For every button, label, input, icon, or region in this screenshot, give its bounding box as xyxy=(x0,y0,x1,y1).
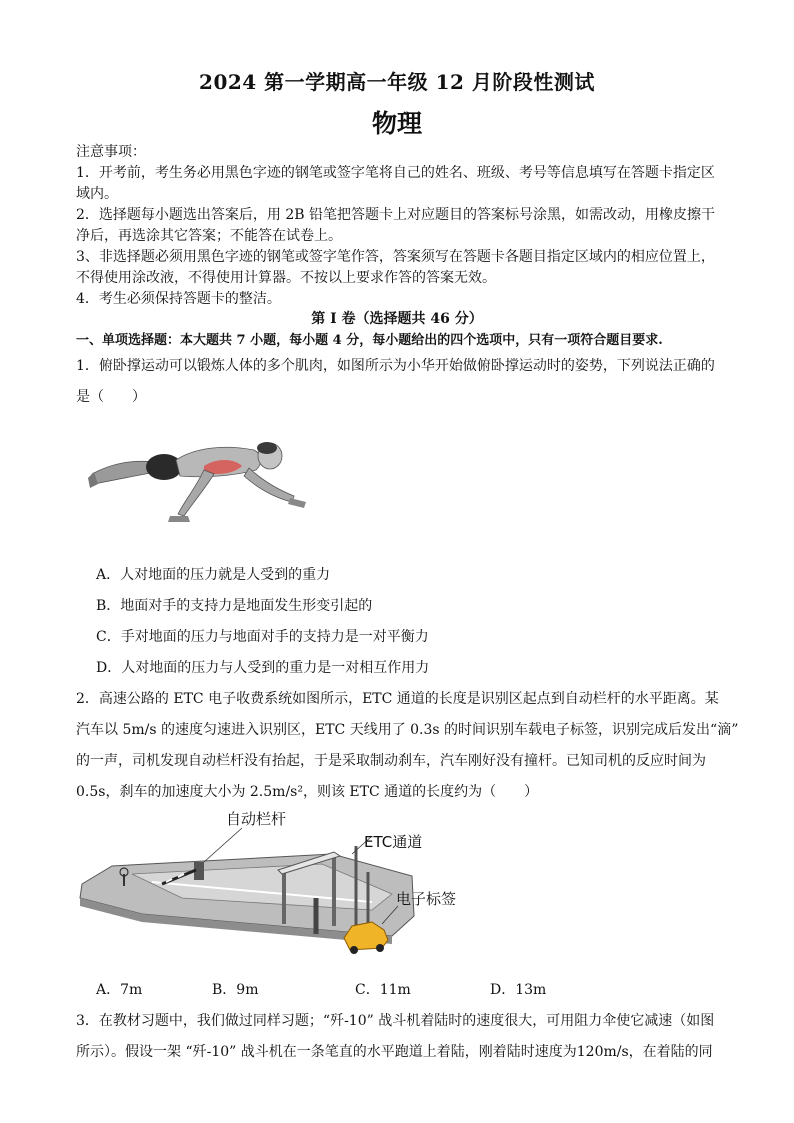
notice-line: 不得使用涂改液，不得使用计算器。不按以上要求作答的答案无效。 xyxy=(76,270,496,286)
question-2-option-d: D．13m xyxy=(490,982,547,998)
notice-line: 2．选择题每小题选出答案后，用 2B 铅笔把答题卡上对应题目的答案标号涂黑，如需改动，用橡皮擦干 xyxy=(76,207,716,223)
etc-lane-figure xyxy=(72,806,472,966)
notice-heading: 注意事项： xyxy=(76,144,146,160)
question-2-option-c: C．11m xyxy=(355,982,411,998)
notice-line: 净后，再选涂其它答案；不能答在试卷上。 xyxy=(76,228,342,244)
figure-label-tag: 电子标签 xyxy=(396,890,457,908)
notice-line: 域内。 xyxy=(76,186,118,202)
question-1-option-d: D．人对地面的压力与人受到的重力是一对相互作用力 xyxy=(96,660,430,676)
question-2-option-b: B．9m xyxy=(212,982,259,998)
question-1-text: 是（ ） xyxy=(76,389,146,405)
question-1-option-a: A．人对地面的压力就是人受到的重力 xyxy=(96,567,331,583)
section-title: 第 I 卷（选择题共 46 分） xyxy=(311,311,483,327)
question-2-option-a: A．7m xyxy=(96,982,143,998)
figure-label-barrier: 自动栏杆 xyxy=(226,810,287,828)
question-2-text: 汽车以 5m/s 的速度匀速进入识别区，ETC 天线用了 0.3s 的时间识别车载电子标签，识别完成后发出“滴” xyxy=(76,722,739,738)
question-1-text: 1．俯卧撑运动可以锻炼人体的多个肌肉，如图所示为小华开始做俯卧撑运动时的姿势，下列说法正确的 xyxy=(76,358,715,374)
question-3-text: 所示）。假设一架 “歼-10” 战斗机在一条笔直的水平跑道上着陆，刚着陆时速度为120m/s，在着陆的同 xyxy=(76,1044,713,1060)
exam-title: 2024 第一学期高一年级 12 月阶段性测试 xyxy=(199,70,595,94)
notice-line: 3、非选择题必须用黑色字迹的钢笔或签字笔作答，答案须写在答题卡各题目指定区域内的相应位置上， xyxy=(76,249,715,265)
question-2-text: 2．高速公路的 ETC 电子收费系统如图所示，ETC 通道的长度是识别区起点到自动栏杆的水平距离。某 xyxy=(76,691,719,707)
question-3-text: 3．在教材习题中，我们做过同样习题；“歼-10” 战斗机着陆时的速度很大，可用阻力伞使它减速（如图 xyxy=(76,1013,715,1029)
pushup-figure xyxy=(84,432,314,532)
question-1-option-c: C．手对地面的压力与地面对手的支持力是一对平衡力 xyxy=(96,629,429,645)
notice-line: 1．开考前，考生务必用黑色字迹的钢笔或签字笔将自己的姓名、班级、考号等信息填写在答题卡指定区 xyxy=(76,165,715,181)
question-1-option-b: B．地面对手的支持力是地面发生形变引起的 xyxy=(96,598,373,614)
question-2-text: 0.5s，刹车的加速度大小为 2.5m/s²，则该 ETC 通道的长度约为（ ） xyxy=(76,784,539,800)
question-2-text: 的一声，司机发现自动栏杆没有抬起，于是采取制动刹车，汽车刚好没有撞杆。已知司机的反应时间为 xyxy=(76,753,706,769)
section-instruction: 一、单项选择题：本大题共 7 小题，每小题 4 分，每小题给出的四个选项中，只有一项符合题目要求. xyxy=(76,333,663,348)
subject-title: 物理 xyxy=(371,109,422,138)
figure-label-etc: ETC通道 xyxy=(364,833,423,851)
notice-line: 4．考生必须保持答题卡的整洁。 xyxy=(76,291,281,307)
